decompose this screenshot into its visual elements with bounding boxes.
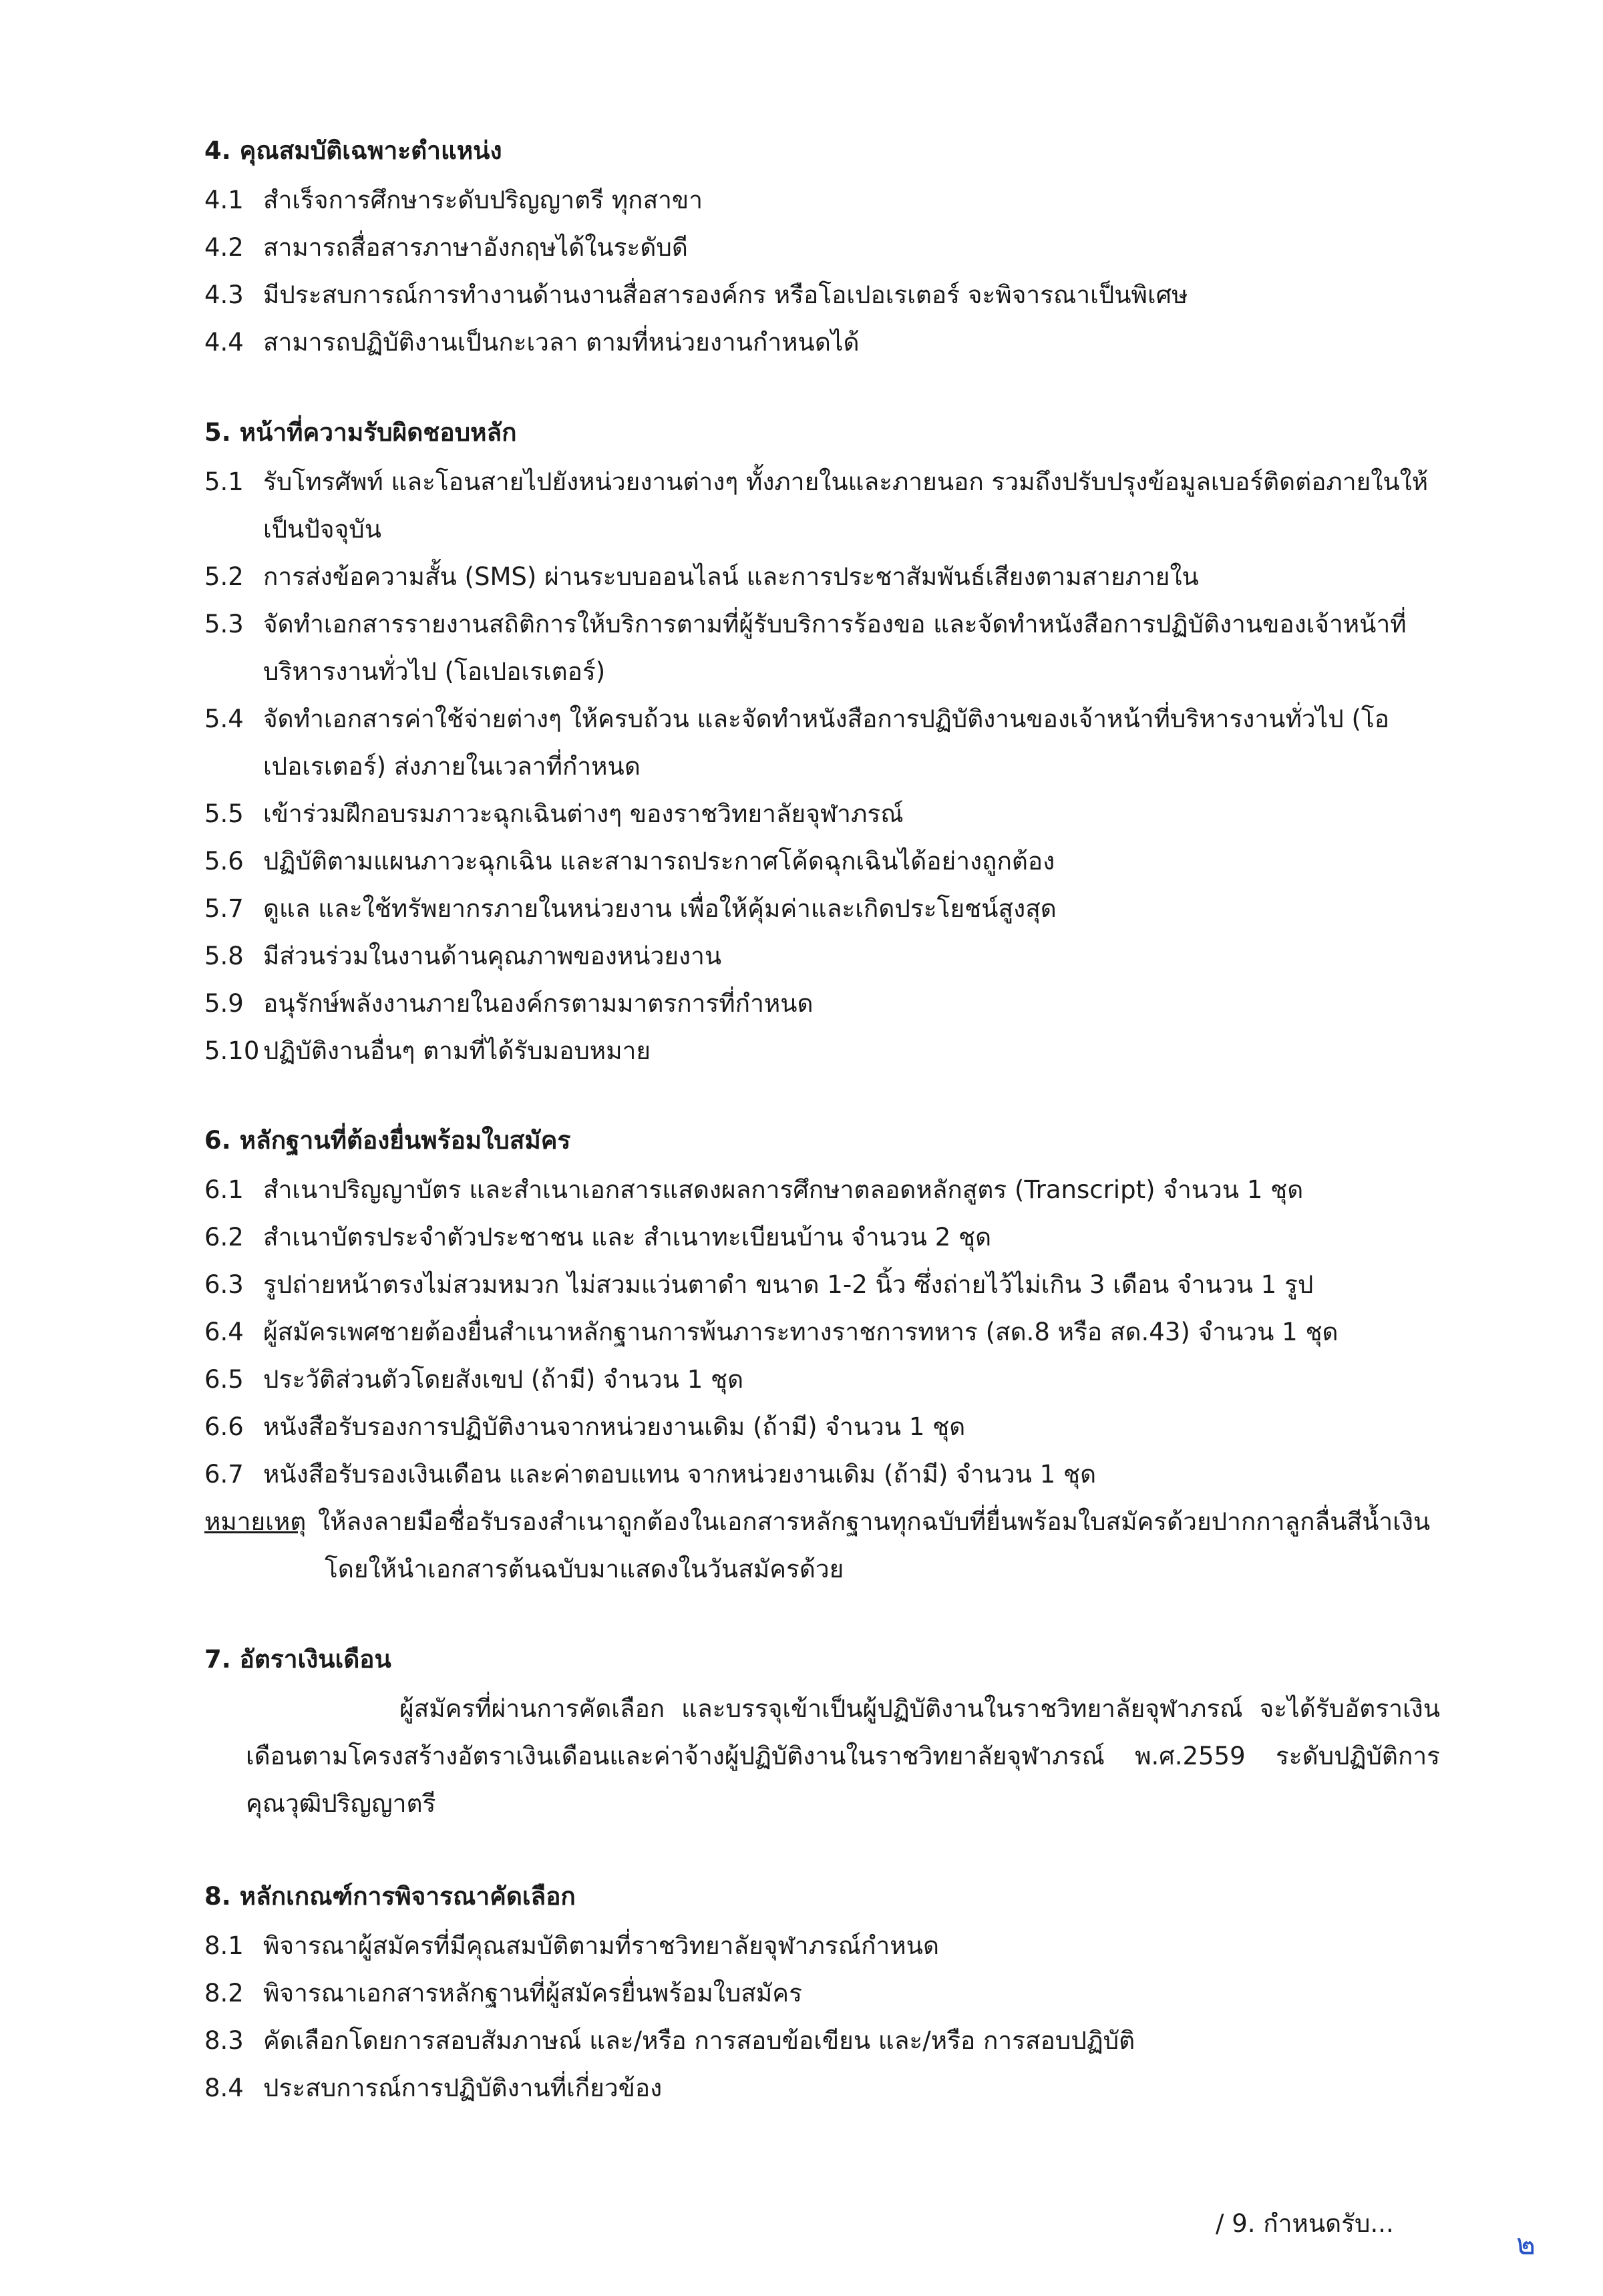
item-text: ปฏิบัติงานอื่นๆ ตามที่ได้รับมอบหมาย bbox=[263, 1036, 651, 1065]
list-item bbox=[204, 932, 1440, 980]
list-item bbox=[204, 553, 1440, 600]
item-list bbox=[204, 458, 1440, 1075]
list-item bbox=[204, 790, 1440, 837]
item-text: พิจารณาผู้สมัครที่มีคุณสมบัติตามที่ราชวิทยาลัยจุฬาภรณ์กำหนด bbox=[263, 1931, 939, 1960]
list-item bbox=[204, 319, 1440, 366]
item-text: สามารถปฏิบัติงานเป็นกะเวลา ตามที่หน่วยงานกำหนดได้ bbox=[263, 328, 860, 357]
item-number: 5.2 bbox=[204, 562, 244, 591]
list-item bbox=[204, 600, 1440, 695]
item-number: 6.1 bbox=[204, 1175, 244, 1204]
item-number: 4.1 bbox=[204, 186, 244, 214]
item-text: หนังสือรับรองการปฏิบัติงานจากหน่วยงานเดิม (ถ้ามี) จำนวน 1 ชุด bbox=[263, 1412, 966, 1441]
item-number: 6.3 bbox=[204, 1270, 244, 1299]
list-item bbox=[204, 2064, 1440, 2112]
item-number: 6.4 bbox=[204, 1318, 244, 1346]
item-number: 6.7 bbox=[204, 1460, 244, 1489]
item-text: เข้าร่วมฝึกอบรมภาวะฉุกเฉินต่างๆ ของราชวิทยาลัยจุฬาภรณ์ bbox=[263, 799, 904, 828]
section-heading: 5. หน้าที่ความรับผิดชอบหลัก bbox=[204, 418, 517, 447]
item-text: การส่งข้อความสั้น (SMS) ผ่านระบบออนไลน์ และการประชาสัมพันธ์เสียงตามสายภายใน bbox=[263, 562, 1199, 591]
list-item bbox=[204, 1166, 1440, 1213]
item-number: 8.3 bbox=[204, 2026, 244, 2055]
item-text: สำเนาบัตรประจำตัวประชาชน และ สำเนาทะเบียนบ้าน จำนวน 2 ชุด bbox=[263, 1223, 992, 1252]
item-number: 5.3 bbox=[204, 610, 244, 638]
section-heading: 7. อัตราเงินเดือน bbox=[204, 1645, 391, 1674]
item-list bbox=[204, 1922, 1440, 2112]
list-item bbox=[204, 1261, 1440, 1308]
list-item bbox=[204, 1922, 1440, 1969]
item-number: 4.2 bbox=[204, 233, 244, 262]
item-number: 5.10 bbox=[204, 1036, 260, 1065]
item-text: ดูแล และใช้ทรัพยากรภายในหน่วยงาน เพื่อให้คุ้มค่าและเกิดประโยชน์สูงสุด bbox=[263, 894, 1057, 923]
list-item bbox=[204, 1213, 1440, 1261]
item-text: มีส่วนร่วมในงานด้านคุณภาพของหน่วยงาน bbox=[263, 942, 722, 970]
handwritten-page-mark: ๒ bbox=[1516, 2227, 1536, 2261]
item-text: จัดทำเอกสารรายงานสถิติการให้บริการตามที่ผู้รับบริการร้องขอ และจัดทำหนังสือการปฏิบัติงานของเจ้าหน้าที่บริหารงานทั่วไป (โอเปอเรเตอร์) bbox=[263, 610, 1407, 686]
list-item bbox=[204, 176, 1440, 224]
list-item bbox=[204, 980, 1440, 1027]
list-item bbox=[204, 1308, 1440, 1356]
list-item bbox=[204, 1027, 1440, 1075]
list-item bbox=[204, 1403, 1440, 1451]
item-text: คัดเลือกโดยการสอบสัมภาษณ์ และ/หรือ การสอบข้อเขียน และ/หรือ การสอบปฏิบัติ bbox=[263, 2026, 1135, 2055]
item-text: จัดทำเอกสารค่าใช้จ่ายต่างๆ ให้ครบถ้วน และจัดทำหนังสือการปฏิบัติงานของเจ้าหน้าที่บริหารงานทั่วไป (โอเปอเรเตอร์) ส่งภายในเวลาที่กำหนด bbox=[263, 705, 1389, 781]
note-label: หมายเหตุ bbox=[204, 1507, 307, 1536]
list-item bbox=[204, 458, 1440, 553]
section-4 bbox=[204, 131, 1440, 366]
item-text: สำเร็จการศึกษาระดับปริญญาตรี ทุกสาขา bbox=[263, 186, 703, 214]
item-text: อนุรักษ์พลังงานภายในองค์กรตามมาตรการที่กำหนด bbox=[263, 989, 814, 1018]
section-heading: 8. หลักเกณฑ์การพิจารณาคัดเลือก bbox=[204, 1882, 576, 1911]
item-number: 4.3 bbox=[204, 280, 244, 309]
item-text: ประสบการณ์การปฏิบัติงานที่เกี่ยวข้อง bbox=[263, 2074, 663, 2102]
item-number: 5.8 bbox=[204, 942, 244, 970]
list-item bbox=[204, 885, 1440, 932]
section-heading: 4. คุณสมบัติเฉพาะตำแหน่ง bbox=[204, 136, 502, 165]
salary-paragraph: ผู้สมัครที่ผ่านการคัดเลือก และบรรจุเข้าเป็นผู้ปฏิบัติงานในราชวิทยาลัยจุฬาภรณ์ จะได้รับอัตราเงินเดือนตามโครงสร้างอัตราเงินเดือนและค่าจ้างผู้ปฏิบัติงานในราชวิทยาลัยจุฬาภรณ์ พ.ศ.2559 ระดับปฏิบัติการ คุณวุฒิปริญญาตรี bbox=[246, 1694, 1440, 1818]
item-number: 4.4 bbox=[204, 328, 244, 357]
item-list bbox=[204, 1166, 1440, 1593]
item-text: มีประสบการณ์การทำงานด้านงานสื่อสารองค์กร หรือโอเปอเรเตอร์ จะพิจารณาเป็นพิเศษ bbox=[263, 280, 1188, 309]
item-text: ผู้สมัครเพศชายต้องยื่นสำเนาหลักฐานการพ้นภาระทางราชการทหาร (สด.8 หรือ สด.43) จำนวน 1 ชุด bbox=[263, 1318, 1339, 1346]
item-number: 6.2 bbox=[204, 1223, 244, 1252]
list-item bbox=[204, 2017, 1440, 2064]
item-number: 5.1 bbox=[204, 467, 244, 496]
list-item bbox=[204, 837, 1440, 885]
section-6 bbox=[204, 1121, 1440, 1593]
item-text: ปฏิบัติตามแผนภาวะฉุกเฉิน และสามารถประกาศโค้ดฉุกเฉินได้อย่างถูกต้อง bbox=[263, 847, 1055, 876]
item-number: 5.6 bbox=[204, 847, 244, 876]
item-text: ประวัติส่วนตัวโดยสังเขป (ถ้ามี) จำนวน 1 ชุด bbox=[263, 1365, 744, 1394]
item-number: 8.1 bbox=[204, 1931, 244, 1960]
continuation-text: / 9. กำหนดรับ... bbox=[1216, 2209, 1394, 2238]
item-number: 6.6 bbox=[204, 1412, 244, 1441]
item-number: 8.2 bbox=[204, 1979, 244, 2007]
item-list bbox=[204, 176, 1440, 366]
section-5 bbox=[204, 413, 1440, 1075]
note-text: ให้ลงลายมือชื่อรับรองสำเนาถูกต้องในเอกสารหลักฐานทุกฉบับที่ยื่นพร้อมใบสมัครด้วยปากกาลูกลื่นสีน้ำเงิน โดยให้นำเอกสารต้นฉบับมาแสดงในวันสมัครด้วย bbox=[318, 1507, 1431, 1583]
item-number: 8.4 bbox=[204, 2074, 244, 2102]
item-number: 6.5 bbox=[204, 1365, 244, 1394]
item-text: สำเนาปริญญาบัตร และสำเนาเอกสารแสดงผลการศึกษาตลอดหลักสูตร (Transcript) จำนวน 1 ชุด bbox=[263, 1175, 1304, 1204]
item-text: สามารถสื่อสารภาษาอังกฤษได้ในระดับดี bbox=[263, 233, 688, 262]
list-item bbox=[204, 1969, 1440, 2017]
item-text: พิจารณาเอกสารหลักฐานที่ผู้สมัครยื่นพร้อมใบสมัคร bbox=[263, 1979, 802, 2007]
list-item bbox=[204, 695, 1440, 790]
list-item bbox=[204, 1451, 1440, 1498]
item-number: 5.9 bbox=[204, 989, 244, 1018]
section-8 bbox=[204, 1877, 1440, 2112]
item-text: หนังสือรับรองเงินเดือน และค่าตอบแทน จากหน่วยงานเดิม (ถ้ามี) จำนวน 1 ชุด bbox=[263, 1460, 1097, 1489]
item-text: รับโทรศัพท์ และโอนสายไปยังหน่วยงานต่างๆ ทั้งภายในและภายนอก รวมถึงปรับปรุงข้อมูลเบอร์ติดต่อภายในให้เป็นปัจจุบัน bbox=[263, 467, 1429, 544]
section-heading: 6. หลักฐานที่ต้องยื่นพร้อมใบสมัคร bbox=[204, 1126, 571, 1155]
list-item bbox=[204, 1356, 1440, 1403]
note bbox=[204, 1498, 1440, 1593]
item-number: 5.5 bbox=[204, 799, 244, 828]
list-item bbox=[204, 224, 1440, 271]
list-item bbox=[204, 271, 1440, 319]
section-7 bbox=[204, 1640, 1440, 1827]
item-number: 5.7 bbox=[204, 894, 244, 923]
item-number: 5.4 bbox=[204, 705, 244, 733]
item-text: รูปถ่ายหน้าตรงไม่สวมหมวก ไม่สวมแว่นตาดำ ขนาด 1-2 นิ้ว ซึ่งถ่ายไว้ไม่เกิน 3 เดือน จำนวน 1 รูป bbox=[263, 1270, 1314, 1299]
